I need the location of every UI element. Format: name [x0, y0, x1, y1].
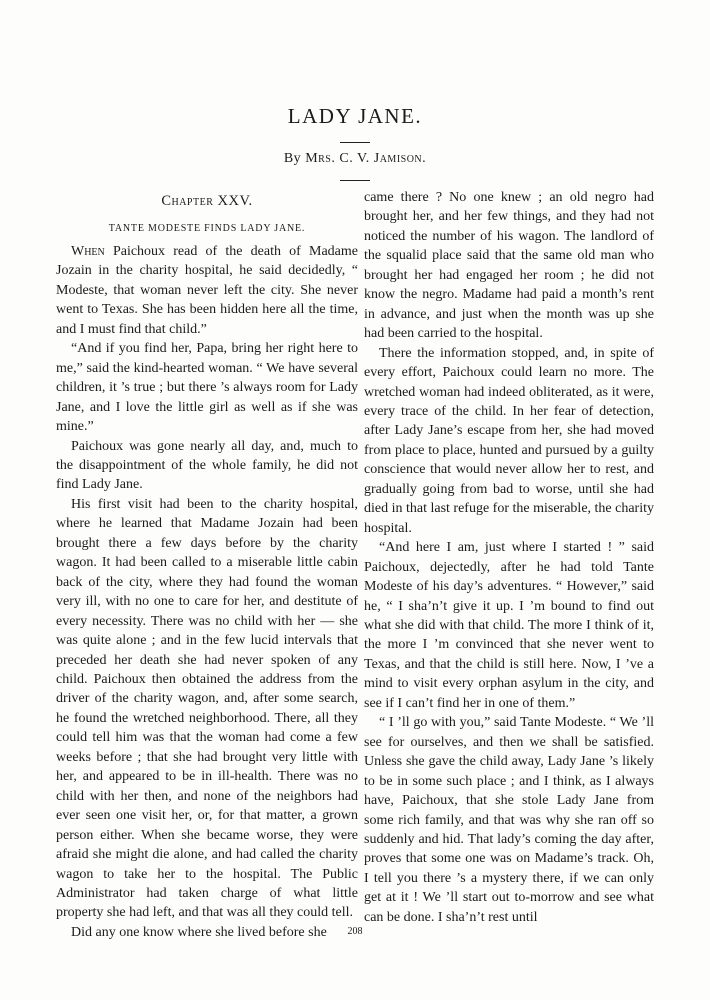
lead-word: When	[71, 244, 105, 259]
page-number: 208	[347, 926, 363, 937]
paragraph: came there ? No one knew ; an old negro had brought her, and her few things, and they had not noticed the number of his wagon. The landlord of the squalid place said that the same old man who brought her had engaged her room ; he did not know the negro. Madame had paid a month’s rent in advance, and just when the month was up she had been carried to the hospital.	[364, 190, 654, 342]
paragraph: “ I ’ll go with you,” said Tante Modeste. “ We ’ll see for ourselves, and then we shall be satisfied. Unless she gave the child away, Lady Jane ’s likely to be in some such place ; and I think, as I always have, Paichoux, that she stole Lady Jane from some rich family, and that was why she ran off so suddenly and hid. That lady’s coming the day after, proves that some one was on Madame’s track. Oh, I tell you there ’s a mystery there, if we can only get at it ! We ’ll start out to-morrow and see what can be done. I sha’n’t rest until	[364, 715, 654, 925]
paragraph: Paichoux was gone nearly all day, and, much to the disappointment of the whole family, he did not find Lady Jane.	[56, 438, 358, 493]
left-column	[56, 188, 358, 942]
paragraph: There the information stopped, and, in spite of every effort, Paichoux could learn no more. The wretched woman had indeed obliterated, as it were, every trace of the child. In her fear of detection, after Lady Jane’s escape from her, she had moved from place to place, hunted and pursued by a guilty conscience that would never allow her to rest, and gradually going from bad to worse, until she had died in that last refuge for the miserable, the charity hospital.	[364, 345, 655, 536]
byline-by: By	[283, 151, 302, 166]
chapter-subtitle: TANTE MODESTE FINDS LADY JANE.	[108, 223, 306, 234]
right-column	[364, 188, 654, 927]
paragraph: “And here I am, just where I started ! ” said Paichoux, dejectedly, after he had told Tante Modeste of his day’s adventures. “ However,” said he, “ I sha’n’t give it up. I ’m bound to find out what she did with that child. The more I think of it, the more I ’m convinced that she never went to Texas, and that the child is still here. Now, I ’ve a mind to visit every orphan asylum in the city, and see if I can’t find her in one of them.”	[364, 540, 654, 711]
paragraph: His first visit had been to the charity hospital, where he learned that Madame Jozain had been brought there a few days before by the charity wagon. It had been called to a miserable little cabin back of the city, where they had found the woman very ill, with no one to care for her, and destitute of every necessity. There was no child with her — she was quite alone ; and in the few lucid intervals that preceded her death she had never spoken of any child. Paichoux then obtained the address from the driver of the charity wagon, and, after some search, he found the wretched neighborhood. There, all they could tell him was that the woman had come a few weeks before ; that she had brought very little with her, and appeared to be in ill-health. There was no child with her then, and none of the neighbors had ever seen one visit her, or, for that matter, a grown person either. When she became worse, they were afraid she might die alone, and had called the charity wagon to take her to the hospital. The Public Administrator had taken charge of what little property she had left, and that was all they could tell.	[56, 496, 358, 921]
paragraph: “And if you find her, Papa, bring her right here to me,” said the kind-hearted woman. “ We have several children, it ’s true ; but there ’s always room for Lady Jane, and I love the little girl as well as if she was mine.”	[56, 341, 358, 435]
paragraph: When Paichoux read of the death of Madame Jozain in the charity hospital, he said decidedly, “ Modeste, that woman never left the city. She never went to Texas. She has been hidden here all the time, and I must find that child.”	[56, 244, 358, 337]
title-divider	[340, 142, 370, 143]
byline	[0, 151, 710, 167]
paragraph: Did any one know where she lived before she	[71, 924, 327, 940]
chapter-heading: Chapter XXV.	[161, 193, 253, 209]
byline-author: Mrs. C. V. Jamison.	[305, 151, 427, 166]
byline-divider	[340, 180, 370, 181]
story-title: LADY JANE.	[287, 104, 423, 128]
